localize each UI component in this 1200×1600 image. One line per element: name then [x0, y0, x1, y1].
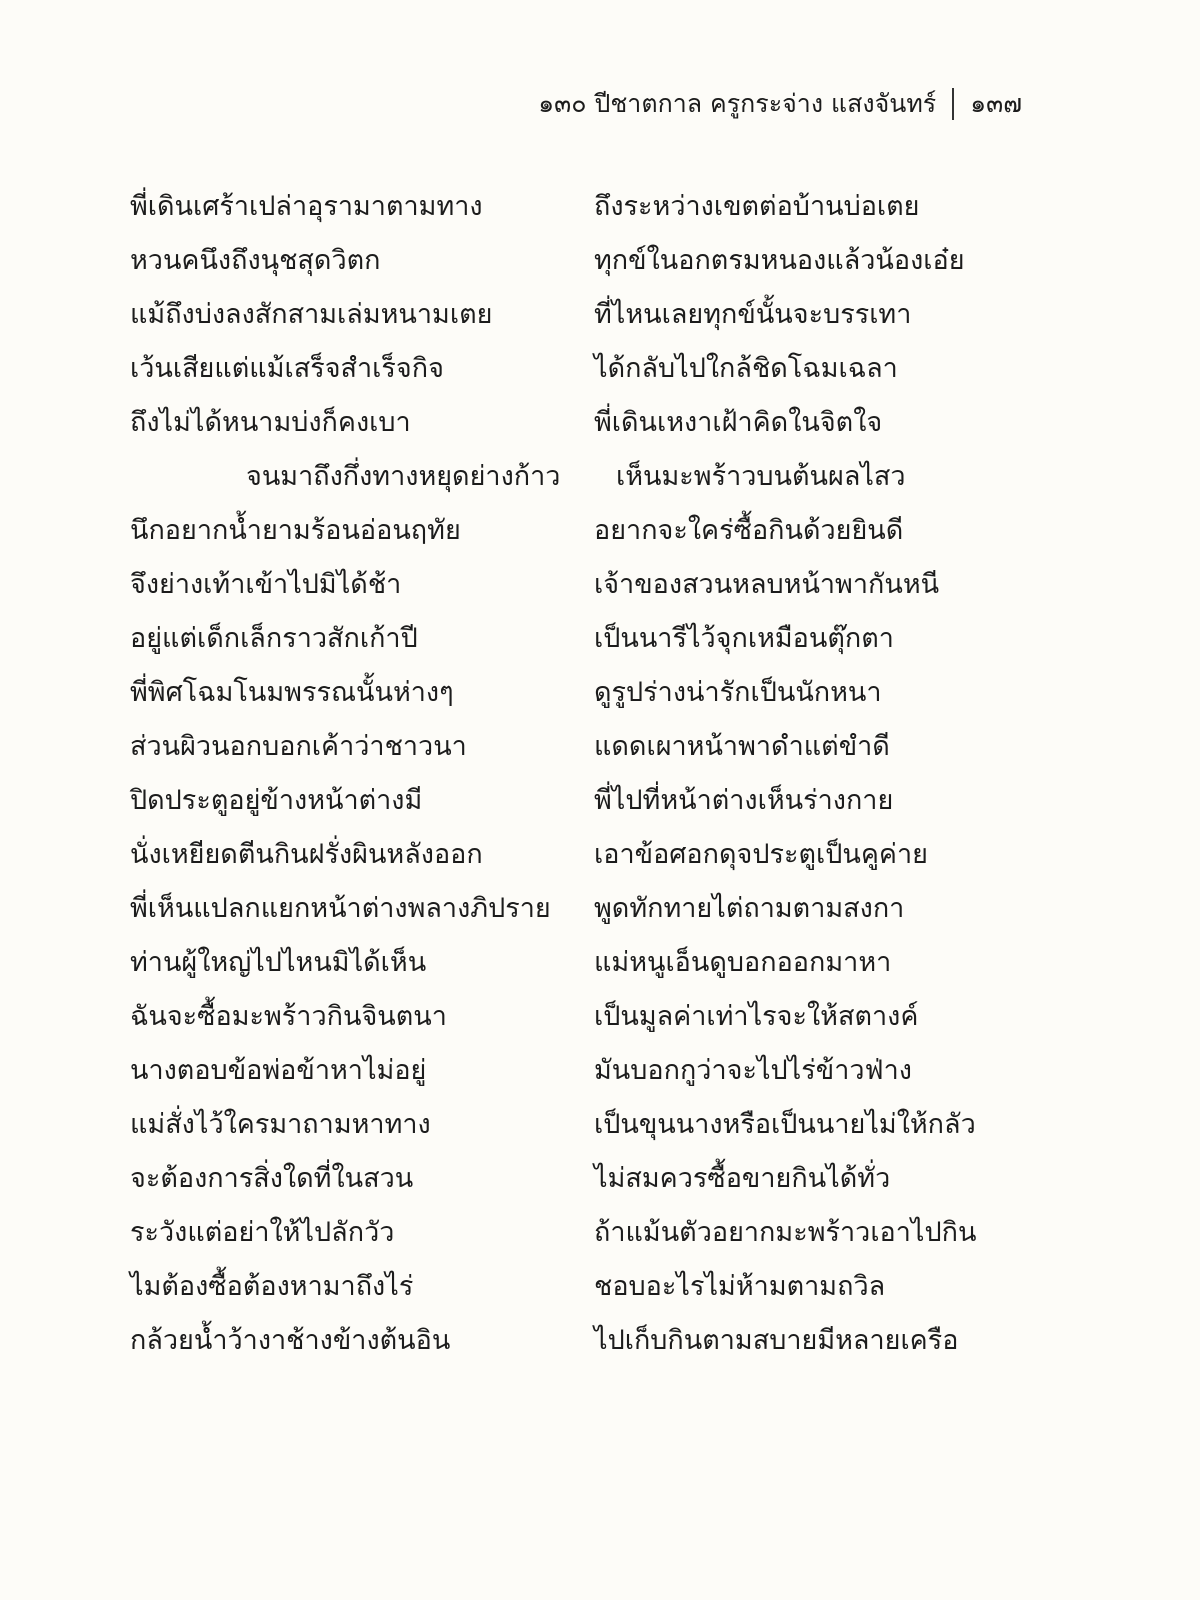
verse-right: ถ้าแม้นตัวอยากมะพร้าวเอาไปกิน	[594, 1217, 977, 1248]
verse-line	[130, 1156, 1030, 1210]
verse-line	[130, 346, 1030, 400]
header-divider	[952, 88, 954, 120]
verse-right: ถึงระหว่างเขตต่อบ้านบ่อเตย	[594, 191, 920, 222]
verse-left: หวนคนึงถึงนุชสุดวิตก	[130, 245, 381, 276]
verse-line	[130, 724, 1030, 778]
verse-line	[130, 292, 1030, 346]
page-number: ๑๓๗	[970, 89, 1022, 118]
verse-right: พูดทักทายไต่ถามตามสงกา	[594, 893, 905, 924]
verse-line	[130, 1102, 1030, 1156]
verse-line	[130, 508, 1030, 562]
verse-line	[130, 454, 1030, 508]
verse-line	[130, 400, 1030, 454]
verse-line	[130, 778, 1030, 832]
poem-body	[130, 184, 1030, 1372]
verse-left: ถึงไม่ได้หนามบ่งก็คงเบา	[130, 407, 411, 438]
verse-right: เป็นมูลค่าเท่าไรจะให้สตางค์	[594, 1001, 919, 1032]
verse-left: นั่งเหยียดตีนกินฝรั่งผินหลังออก	[130, 839, 483, 870]
verse-left: อยู่แต่เด็กเล็กราวสักเก้าปี	[130, 623, 418, 654]
verse-left: พี่เห็นแปลกแยกหน้าต่างพลางภิปราย	[130, 893, 551, 924]
verse-line	[130, 670, 1030, 724]
verse-right: เป็นนารีไว้จุกเหมือนตุ๊กตา	[594, 623, 894, 654]
verse-line	[130, 1048, 1030, 1102]
verse-line	[130, 1210, 1030, 1264]
verse-line	[130, 832, 1030, 886]
verse-line	[130, 184, 1030, 238]
verse-line	[130, 1264, 1030, 1318]
verse-left: ระวังแต่อย่าให้ไปลักวัว	[130, 1217, 395, 1248]
verse-left: พี่เดินเศร้าเปล่าอุรามาตามทาง	[130, 191, 483, 222]
verse-left: นางตอบข้อพ่อข้าหาไม่อยู่	[130, 1055, 427, 1086]
verse-left: พี่พิศโฉมโนมพรรณนั้นห่างๆ	[130, 677, 454, 708]
verse-left: จนมาถึงกึ่งทางหยุดย่างก้าว	[246, 461, 561, 492]
verse-left: กล้วยน้ำว้างาช้างข้างต้นอิน	[130, 1325, 451, 1356]
verse-right: พี่ไปที่หน้าต่างเห็นร่างกาย	[594, 785, 894, 816]
verse-right: เป็นขุนนางหรือเป็นนายไม่ให้กลัว	[594, 1109, 976, 1140]
verse-right: ไม่สมควรซื้อขายกินได้ทั่ว	[594, 1163, 891, 1194]
verse-line	[130, 940, 1030, 994]
verse-right: ชอบอะไรไม่ห้ามตามถวิล	[594, 1271, 886, 1302]
verse-right: อยากจะใคร่ซื้อกินด้วยยินดี	[594, 515, 904, 546]
verse-left: แม้ถึงบ่งลงสักสามเล่มหนามเตย	[130, 299, 493, 330]
verse-line	[130, 562, 1030, 616]
verse-left: เว้นเสียแต่แม้เสร็จสำเร็จกิจ	[130, 353, 444, 384]
verse-right: มันบอกกูว่าจะไปไร่ข้าวฟ่าง	[594, 1055, 912, 1086]
verse-left: ไมต้องซื้อต้องหามาถึงไร่	[130, 1271, 414, 1302]
verse-right: ดูรูปร่างน่ารักเป็นนักหนา	[594, 677, 882, 708]
verse-left: แม่สั่งไว้ใครมาถามหาทาง	[130, 1109, 431, 1140]
verse-right: เจ้าของสวนหลบหน้าพากันหนี	[594, 569, 940, 600]
verse-left: นึกอยากน้ำยามร้อนอ่อนฤทัย	[130, 515, 461, 546]
verse-left: ปิดประตูอยู่ข้างหน้าต่างมี	[130, 785, 423, 816]
verse-line	[130, 886, 1030, 940]
verse-left: จึงย่างเท้าเข้าไปมิได้ช้า	[130, 569, 402, 600]
verse-left: ส่วนผิวนอกบอกเค้าว่าชาวนา	[130, 731, 467, 762]
running-header	[538, 84, 1022, 124]
verse-right: เห็นมะพร้าวบนต้นผลไสว	[616, 461, 906, 492]
header-title: ๑๓๐ ปีชาตกาล ครูกระจ่าง แสงจันทร์	[538, 89, 937, 118]
verse-line	[130, 994, 1030, 1048]
verse-right: เอาข้อศอกดุจประตูเป็นคูค่าย	[594, 839, 928, 870]
verse-right: ทุกข์ในอกตรมหนองแล้วน้องเอ๋ย	[594, 245, 965, 276]
verse-line	[130, 238, 1030, 292]
verse-right: ที่ไหนเลยทุกข์นั้นจะบรรเทา	[594, 299, 912, 330]
verse-right: ได้กลับไปใกล้ชิดโฉมเฉลา	[594, 353, 898, 384]
verse-left: ท่านผู้ใหญ่ไปไหนมิได้เห็น	[130, 947, 427, 978]
verse-left: จะต้องการสิ่งใดที่ในสวน	[130, 1163, 414, 1194]
verse-right: แดดเผาหน้าพาดำแต่ขำดี	[594, 731, 890, 762]
verse-line	[130, 616, 1030, 670]
verse-line	[130, 1318, 1030, 1372]
verse-right: แม่หนูเอ็นดูบอกออกมาหา	[594, 947, 892, 978]
verse-right: ไปเก็บกินตามสบายมีหลายเครือ	[594, 1325, 959, 1356]
verse-left: ฉันจะซื้อมะพร้าวกินจินตนา	[130, 1001, 447, 1032]
verse-right: พี่เดินเหงาเฝ้าคิดในจิตใจ	[594, 407, 883, 438]
